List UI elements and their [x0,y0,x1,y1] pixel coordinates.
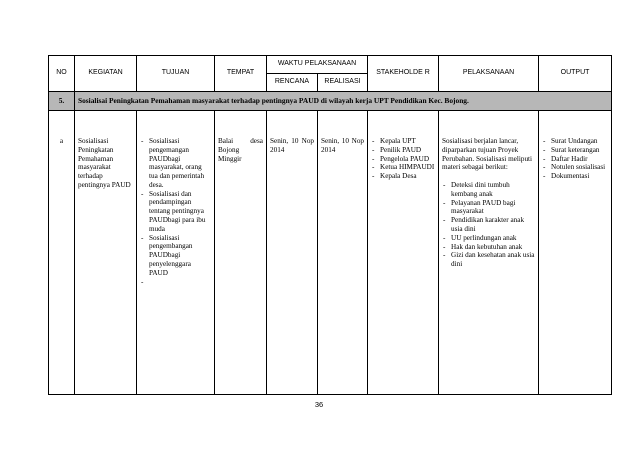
list-item [140,278,211,287]
header-pelaksanaan: PELAKSANAAN [439,56,539,92]
header-output: OUTPUT [539,56,612,92]
pelaksanaan-list [442,181,535,269]
tempat-cell: Balai desa Bojong Minggir [215,111,267,395]
realisasi-cell: Senin, 10 Nop 2014 [318,111,368,395]
header-tempat: TEMPAT [215,56,267,92]
list-item: - Hak dan kebutuhan anak [442,243,535,252]
pelaksanaan-intro: Sosialisasi berjalan lancar, diparparkan tujuan Proyek Perubahan. Sosialisasi meliputi materi sebagai berikut: [442,137,533,172]
list-item: - Kepala Desa [371,172,435,181]
row-number: a [49,111,75,395]
list-item: - Ketua HIMPAUDI [371,163,435,172]
kegiatan-cell: Sosialisasi Peningkatan Pemahaman masyarakat terhadap pentingnya PAUD [75,111,137,395]
stakeholder-cell [368,111,439,395]
header-realisasi: REALISASI [318,74,368,92]
list-item: - Surat Undangan [542,137,608,146]
header-rencana: RENCANA [267,74,318,92]
table-row [49,111,612,395]
stakeholder-list [371,137,435,181]
section-row [49,92,612,111]
list-item: - Sosialisasi pengemangan PAUDbagi masyarakat, orang tua dan pemerintah desa. [140,137,211,190]
header-no: NO [49,56,75,92]
list-item: - Kepala UPT [371,137,435,146]
section-title: Sosialisai Peningkatan Pemahaman masyarakat terhadap pentingnya PAUD di wilayah kerja UPT Pendidikan Kec. Bojong. [75,92,612,111]
section-number: 5. [49,92,75,111]
pelaksanaan-cell [439,111,539,395]
list-item: - Pelayanan PAUD bagi masyarakat [442,199,535,217]
header-row [49,56,612,74]
list-item: - UU perlindungan anak [442,234,535,243]
rencana-cell: Senin, 10 Nop 2014 [267,111,318,395]
list-item: - Surat keterangan [542,146,608,155]
header-tujuan: TUJUAN [137,56,215,92]
page-number: 36 [314,400,324,409]
output-list [542,137,608,181]
tujuan-cell [137,111,215,395]
tujuan-list [140,137,211,287]
header-kegiatan: KEGIATAN [75,56,137,92]
list-item: - Sosialisasi dan pendampingan tentang pentingnya PAUDbagi para ibu muda [140,190,211,234]
list-item: - Penilik PAUD [371,146,435,155]
list-item: - Dokumentasi [542,172,608,181]
list-item: - Deteksi dini tumbuh kembang anak [442,181,535,199]
header-waktu-pelaksanaan: WAKTU PELAKSANAAN [267,56,368,74]
list-item: - Daftar Hadir [542,155,608,164]
list-item: - Pendidikan karakter anak usia dini [442,216,535,234]
list-item: - Sosialisasi pengembangan PAUDbagi penyelenggara PAUD [140,234,211,278]
output-cell [539,111,612,395]
activity-plan-table [48,55,612,395]
header-stakeholder: STAKEHOLDE R [368,56,439,92]
list-item: - Notulen sosialisasi [542,163,608,172]
list-item: - Pengelola PAUD [371,155,435,164]
list-item: - Gizi dan kesehatan anak usia dini [442,251,535,269]
